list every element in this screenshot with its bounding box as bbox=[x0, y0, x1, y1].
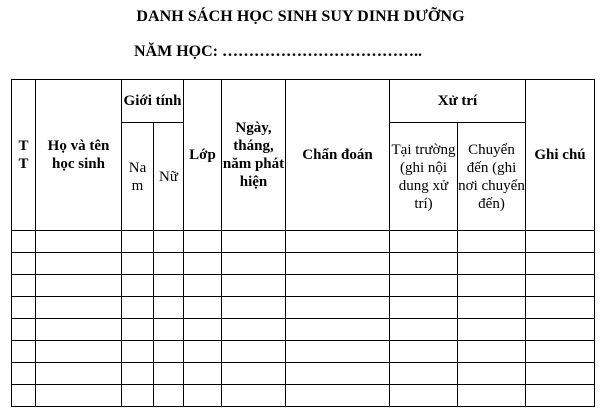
col-header-tt: T T bbox=[12, 80, 36, 231]
table-cell[interactable] bbox=[390, 385, 458, 407]
table-cell[interactable] bbox=[286, 275, 390, 297]
table-row bbox=[12, 297, 595, 319]
table-cell[interactable] bbox=[36, 319, 122, 341]
table-row bbox=[12, 341, 595, 363]
table-cell[interactable] bbox=[390, 297, 458, 319]
table-cell[interactable] bbox=[122, 231, 154, 253]
table-cell[interactable] bbox=[154, 275, 184, 297]
table-row bbox=[12, 385, 595, 407]
table-body bbox=[12, 231, 595, 407]
table-cell[interactable] bbox=[154, 385, 184, 407]
table-cell[interactable] bbox=[154, 297, 184, 319]
table-cell[interactable] bbox=[184, 297, 222, 319]
table-cell[interactable] bbox=[222, 231, 286, 253]
table-cell[interactable] bbox=[184, 385, 222, 407]
document-title: DANH SÁCH HỌC SINH SUY DINH DƯỠNG bbox=[136, 8, 465, 25]
table-cell[interactable] bbox=[390, 231, 458, 253]
table-cell[interactable] bbox=[36, 363, 122, 385]
table-cell[interactable] bbox=[222, 385, 286, 407]
table-cell[interactable] bbox=[154, 253, 184, 275]
table-cell[interactable] bbox=[36, 231, 122, 253]
table-cell[interactable] bbox=[286, 341, 390, 363]
table-row bbox=[12, 253, 595, 275]
table-cell[interactable] bbox=[122, 341, 154, 363]
table-cell[interactable] bbox=[184, 363, 222, 385]
table-cell[interactable] bbox=[286, 297, 390, 319]
col-header-female: Nữ bbox=[154, 123, 184, 231]
table-cell[interactable] bbox=[222, 253, 286, 275]
table-cell[interactable] bbox=[122, 385, 154, 407]
col-header-treatment: Xử trí bbox=[390, 80, 526, 123]
table-cell[interactable] bbox=[222, 363, 286, 385]
table-cell[interactable] bbox=[286, 231, 390, 253]
col-header-at-school: Tại trường (ghi nội dung xử trí) bbox=[390, 123, 458, 231]
table-row bbox=[12, 275, 595, 297]
table-row bbox=[12, 319, 595, 341]
table-cell[interactable] bbox=[222, 341, 286, 363]
table-cell[interactable] bbox=[286, 253, 390, 275]
table-cell[interactable] bbox=[526, 341, 595, 363]
table-cell[interactable] bbox=[12, 341, 36, 363]
col-header-transfer: Chuyển đến (ghi nơi chuyển đến) bbox=[458, 123, 526, 231]
table-cell[interactable] bbox=[12, 319, 36, 341]
col-header-note: Ghi chú bbox=[526, 80, 595, 231]
table-cell[interactable] bbox=[12, 385, 36, 407]
table-cell[interactable] bbox=[36, 341, 122, 363]
table-cell[interactable] bbox=[526, 275, 595, 297]
table-cell[interactable] bbox=[184, 341, 222, 363]
table-cell[interactable] bbox=[184, 319, 222, 341]
table-cell[interactable] bbox=[390, 341, 458, 363]
table-cell[interactable] bbox=[122, 319, 154, 341]
table-cell[interactable] bbox=[458, 231, 526, 253]
table-cell[interactable] bbox=[458, 253, 526, 275]
table-cell[interactable] bbox=[286, 363, 390, 385]
table-cell[interactable] bbox=[36, 275, 122, 297]
col-header-diagnosis: Chẩn đoán bbox=[286, 80, 390, 231]
table-cell[interactable] bbox=[526, 253, 595, 275]
table-cell[interactable] bbox=[458, 297, 526, 319]
table-cell[interactable] bbox=[36, 385, 122, 407]
table-cell[interactable] bbox=[154, 363, 184, 385]
table-cell[interactable] bbox=[122, 297, 154, 319]
school-year-label: NĂM HỌC: ……………………………….. bbox=[134, 43, 422, 60]
table-cell[interactable] bbox=[526, 297, 595, 319]
malnutrition-student-table bbox=[11, 79, 595, 407]
table-cell[interactable] bbox=[526, 385, 595, 407]
table-cell[interactable] bbox=[526, 363, 595, 385]
table-cell[interactable] bbox=[184, 275, 222, 297]
table-cell[interactable] bbox=[12, 253, 36, 275]
col-header-name: Họ và tên học sinh bbox=[36, 80, 122, 231]
table-cell[interactable] bbox=[184, 253, 222, 275]
table-cell[interactable] bbox=[458, 385, 526, 407]
table-cell[interactable] bbox=[12, 363, 36, 385]
table-row bbox=[12, 231, 595, 253]
table-cell[interactable] bbox=[458, 341, 526, 363]
table-cell[interactable] bbox=[390, 275, 458, 297]
table-cell[interactable] bbox=[12, 231, 36, 253]
table-cell[interactable] bbox=[154, 341, 184, 363]
table-cell[interactable] bbox=[286, 319, 390, 341]
table-cell[interactable] bbox=[286, 385, 390, 407]
table-row bbox=[12, 363, 595, 385]
col-header-detection-date: Ngày, tháng, năm phát hiện bbox=[222, 80, 286, 231]
col-header-gender: Giới tính bbox=[122, 80, 184, 123]
table-cell[interactable] bbox=[36, 253, 122, 275]
table-cell[interactable] bbox=[122, 363, 154, 385]
table-cell[interactable] bbox=[458, 319, 526, 341]
table-cell[interactable] bbox=[222, 319, 286, 341]
table-cell[interactable] bbox=[458, 275, 526, 297]
col-header-male: Na m bbox=[122, 123, 154, 231]
table-cell[interactable] bbox=[458, 363, 526, 385]
table-cell[interactable] bbox=[390, 363, 458, 385]
table-cell[interactable] bbox=[390, 319, 458, 341]
table-cell[interactable] bbox=[122, 275, 154, 297]
table-cell[interactable] bbox=[390, 253, 458, 275]
table-cell[interactable] bbox=[12, 275, 36, 297]
table-cell[interactable] bbox=[154, 231, 184, 253]
table-cell[interactable] bbox=[222, 297, 286, 319]
table-cell[interactable] bbox=[184, 231, 222, 253]
table-cell[interactable] bbox=[154, 319, 184, 341]
table-cell[interactable] bbox=[122, 253, 154, 275]
table-cell[interactable] bbox=[36, 297, 122, 319]
table-cell[interactable] bbox=[526, 231, 595, 253]
table-cell[interactable] bbox=[526, 319, 595, 341]
table-cell[interactable] bbox=[222, 275, 286, 297]
table-cell[interactable] bbox=[12, 297, 36, 319]
col-header-class: Lớp bbox=[184, 80, 222, 231]
